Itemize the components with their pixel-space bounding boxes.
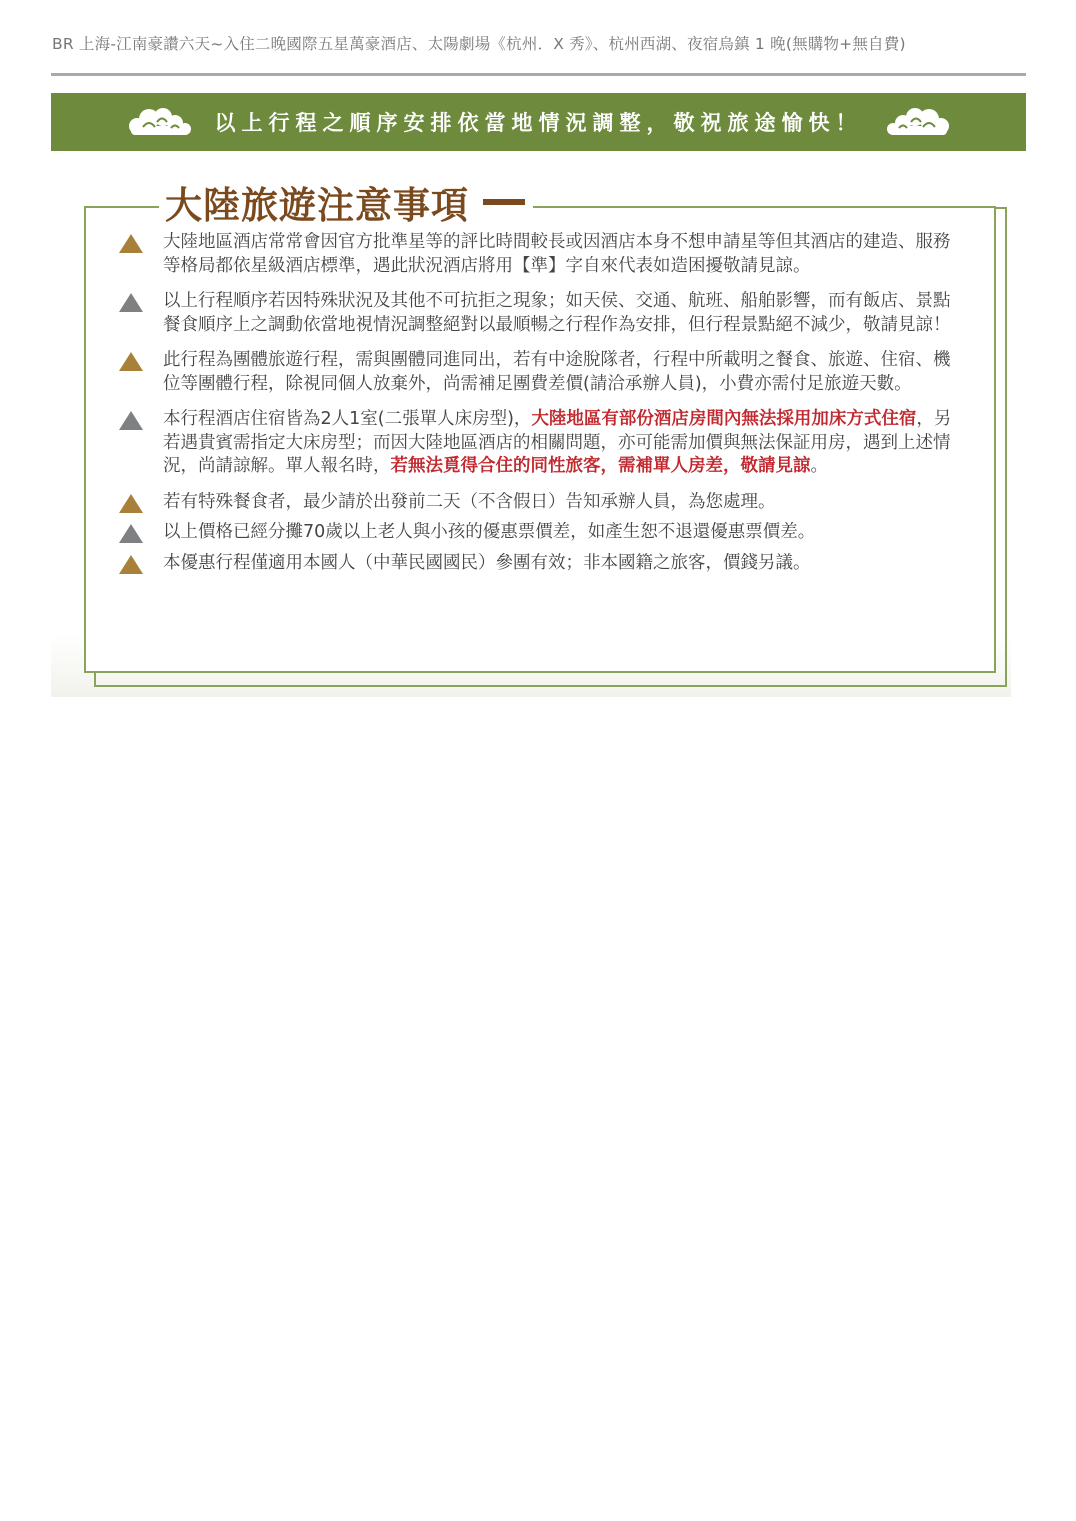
- triangle-grey-icon: [119, 524, 143, 543]
- section-title: [159, 175, 533, 229]
- triangle-grey-icon: [119, 293, 143, 312]
- item-text-part: 本行程酒店住宿皆為2人1室(二張單人床房型)，: [163, 409, 532, 429]
- notice-list: [119, 231, 961, 582]
- item-text: 此行程為團體旅遊行程，需與團體同進同出，若有中途脫隊者，行程中所載明之餐食、旅遊、住宿、機位等團體行程，除視同個人放棄外，尚需補足團費差價(請洽承辦人員)，小費亦需付足旅遊天數。: [163, 350, 951, 394]
- item-text: 以上行程順序若因特殊狀況及其他不可抗拒之現象；如天侯、交通、航班、船舶影響，而有飯店、景點餐食順序上之調動依當地視情況調整絕對以最順暢之行程作為安排，但行程景點絕不減少，敬請見諒！: [163, 291, 951, 335]
- cloud-ornament-icon: [877, 102, 957, 142]
- item-text: 大陸地區酒店常常會因官方批準星等的評比時間較長或因酒店本身不想申請星等但其酒店的建造、服務等格局都依星級酒店標準，遇此狀況酒店將用【準】字自來代表如造困擾敬請見諒。: [163, 232, 951, 276]
- cloud-ornament-icon: [121, 102, 201, 142]
- item-text-part: 。: [810, 456, 828, 476]
- item-text-part: ，另若遇貴賓需指定大床房型；而因大陸地區酒店的相關問題，亦可能需加價與無法保証用房，遇到上述情況，尚請諒解。單人報名時，: [163, 409, 952, 476]
- triangle-bronze-icon: [119, 234, 143, 253]
- highlight-text: 大陸地區有部份酒店房間內無法採用加床方式住宿: [531, 409, 917, 429]
- document-header-title: BR 上海-江南豪讚六天~入住二晚國際五星萬豪酒店、太陽劇場《杭州．X 秀》、杭州西湖、夜宿烏鎮 1 晚(無購物+無自費): [52, 35, 906, 53]
- list-item: [119, 231, 961, 278]
- triangle-bronze-icon: [119, 555, 143, 574]
- triangle-bronze-icon: [119, 352, 143, 371]
- list-item: [119, 521, 961, 545]
- header-divider: [51, 73, 1026, 76]
- list-item: [119, 408, 961, 479]
- item-text: 以上價格已經分攤70歲以上老人與小孩的優惠票價差，如產生恕不退還優惠票價差。: [163, 522, 816, 542]
- title-dash-decoration: [483, 199, 525, 205]
- itinerary-banner: [51, 93, 1026, 151]
- section-title-text: 大陸旅遊注意事項: [165, 184, 469, 227]
- highlight-text: 若無法覓得合住的同性旅客，需補單人房差，敬請見諒: [390, 456, 811, 476]
- travel-notice-panel: [51, 165, 1011, 697]
- list-item: [119, 290, 961, 337]
- item-text: 本優惠行程僅適用本國人（中華民國國民）參團有效；非本國籍之旅客，價錢另議。: [163, 552, 811, 573]
- triangle-bronze-icon: [119, 494, 143, 513]
- list-item: [119, 349, 961, 396]
- triangle-grey-icon: [119, 411, 143, 430]
- item-text: 若有特殊餐食者，最少請於出發前二天（不含假日）告知承辦人員，為您處理。: [163, 491, 776, 512]
- item-text: [163, 408, 961, 479]
- banner-text: 以上行程之順序安排依當地情況調整，敬祝旅途愉快！: [214, 111, 863, 135]
- list-item: [119, 491, 961, 515]
- list-item: [119, 552, 961, 576]
